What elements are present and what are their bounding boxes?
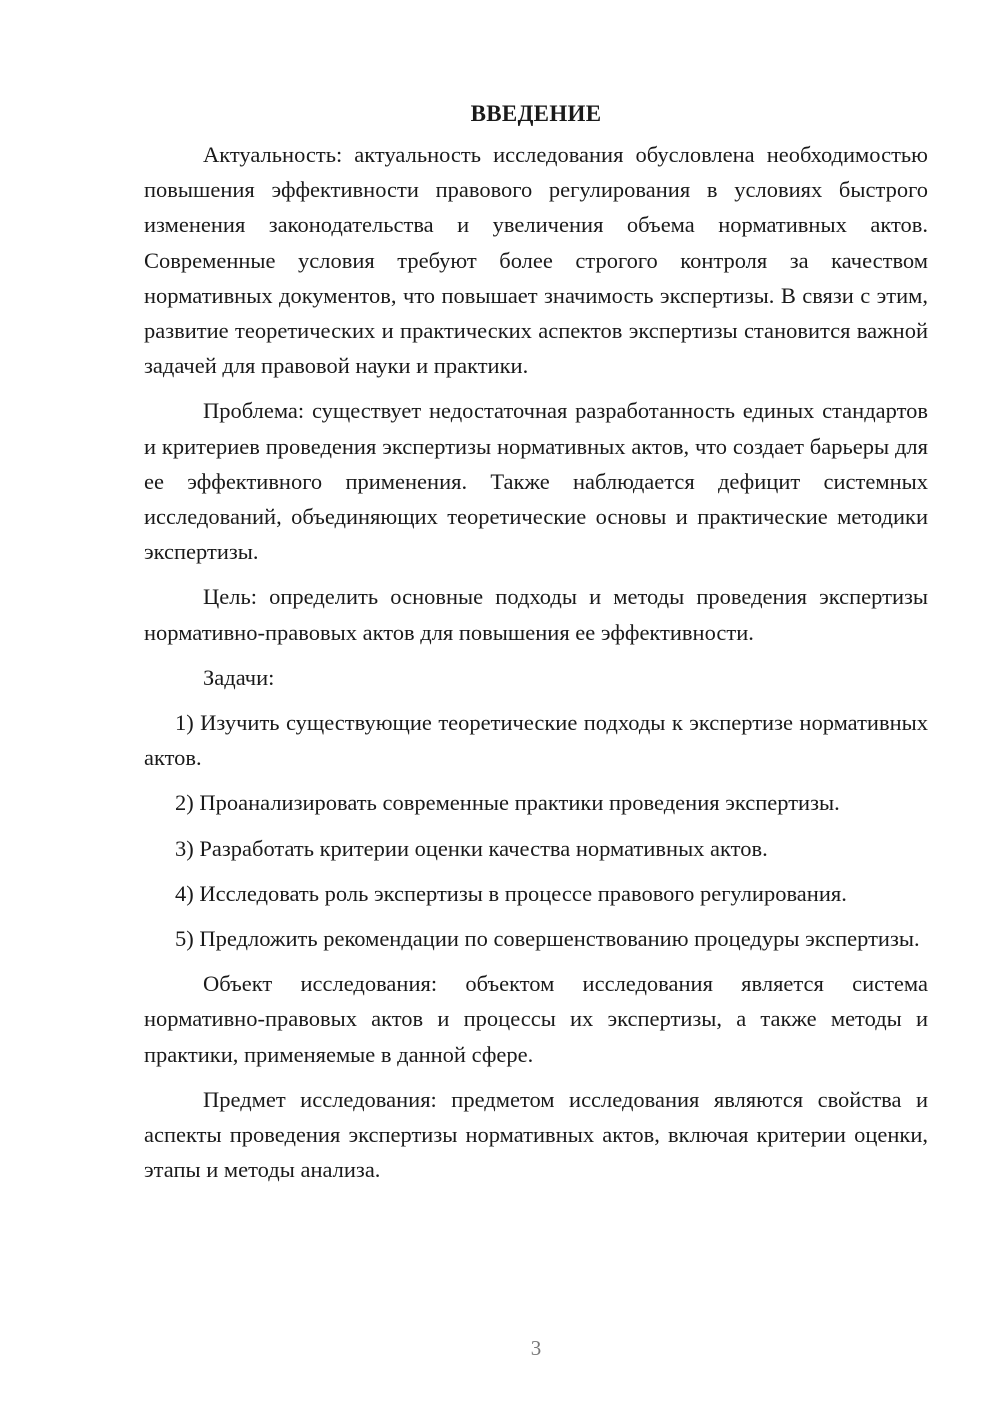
list-item: 2) Проанализировать современные практики проведения экспертизы. [175,790,840,816]
tasks-heading: Задачи: [203,664,275,690]
relevance-paragraph: Актуальность: актуальность исследования обусловлена необходимостью повышения эффективности правового регулирования в условиях быстрого изменения законодательства и увеличения объема нормативных актов. Современные условия требуют более строгого контроля за качеством нормативных документов, что повышает значимость экспертизы. В связи с этим, развитие теоретических и практических аспектов экспертизы становится важной задачей для правовой науки и практики. [144,142,928,379]
list-item: 4) Исследовать роль экспертизы в процессе правового регулирования. [175,880,847,906]
subject-paragraph: Предмет исследования: предметом исследования являются свойства и аспекты проведения экспертизы нормативных актов, включая критерии оценки, этапы и методы анализа. [144,1086,928,1183]
object-paragraph: Объект исследования: объектом исследования является система нормативно-правовых актов и процессы их экспертизы, а также методы и практики, применяемые в данной сфере. [144,971,928,1067]
problem-paragraph: Проблема: существует недостаточная разработанность единых стандартов и критериев проведения экспертизы нормативных актов, что создает барьеры для ее эффективного применения. Также наблюдается дефицит системных исследований, объединяющих теоретические основы и практические методики экспертизы. [144,398,928,565]
list-item: 3) Разработать критерии оценки качества нормативных актов. [175,835,768,861]
page-number: 3 [530,1336,542,1360]
tasks-list [144,705,928,956]
goal-paragraph: Цель: определить основные подходы и методы проведения экспертизы нормативно-правовых актов для повышения ее эффективности. [144,584,928,645]
list-item: 1) Изучить существующие теоретические подходы к экспертизе нормативных актов. [144,710,928,771]
page-title: ВВЕДЕНИЕ [470,101,602,126]
list-item: 5) Предложить рекомендации по совершенствованию процедуры экспертизы. [175,926,920,952]
document-body [144,96,928,1187]
